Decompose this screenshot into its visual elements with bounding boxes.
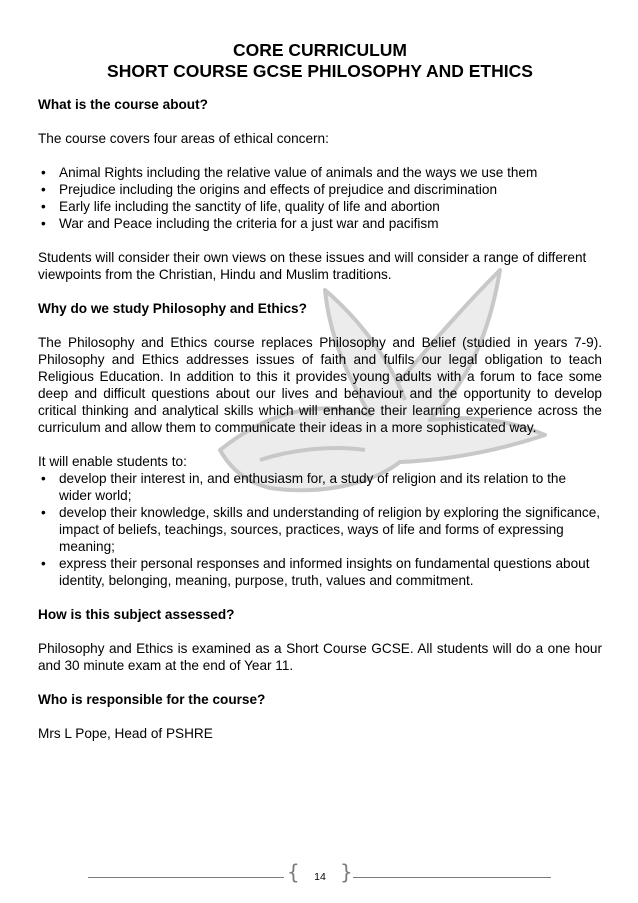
section-paragraph: Students will consider their own views on these issues and will consider a range of different viewpoints from the Christian, Hindu and Muslim traditions. (38, 250, 587, 282)
list-item: • Animal Rights including the relative value of animals and the ways we use them (38, 164, 602, 181)
page-footer (0, 860, 638, 890)
section-heading-responsible: Who is responsible for the course? (38, 692, 266, 707)
ethical-concerns-list (38, 164, 602, 232)
page-title (38, 40, 602, 82)
title-line-1: CORE CURRICULUM (232, 40, 408, 60)
footer-rule-left (88, 877, 284, 878)
student-aims-list (38, 470, 602, 589)
list-item: • Early life including the sanctity of life, quality of life and abortion (38, 198, 602, 215)
section-paragraph: Mrs L Pope, Head of PSHRE (38, 726, 213, 741)
footer-rule-right (353, 877, 551, 878)
section-heading-why-study: Why do we study Philosophy and Ethics? (38, 301, 307, 316)
list-item: • express their personal responses and informed insights on fundamental questions about identity, belonging, meaning, purpose, truth, values and commitment. (38, 555, 602, 589)
list-item: • develop their knowledge, skills and understanding of religion by exploring the significance, impact of beliefs, teachings, sources, practices, ways of life and forms of expressing meaning; (38, 504, 602, 555)
title-line-2: SHORT COURSE GCSE PHILOSOPHY AND ETHICS (107, 61, 533, 81)
list-item: • Prejudice including the origins and effects of prejudice and discrimination (38, 181, 602, 198)
open-bracket-icon: { (287, 860, 300, 884)
section-heading-course-about: What is the course about? (38, 97, 208, 112)
section-paragraph: Philosophy and Ethics is examined as a Short Course GCSE. All students will do a one hour and 30 minute exam at the end of Year 11. (38, 641, 602, 673)
list-item: • War and Peace including the criteria for a just war and pacifism (38, 215, 602, 232)
section-lead: It will enable students to: (38, 454, 187, 469)
section-intro: The course covers four areas of ethical concern: (38, 131, 329, 146)
close-bracket-icon: } (340, 860, 353, 884)
list-item: • develop their interest in, and enthusiasm for, a study of religion and its relation to the wider world; (38, 470, 602, 504)
section-paragraph: The Philosophy and Ethics course replaces Philosophy and Belief (studied in years 7-9). Philosophy and Ethics addresses issues of faith and fulfils our legal obligation to teach Religious Education. In addition to this it provides young adults with a forum to face some deep and difficult questions about our lives and behaviour and the opportunity to develop critical thinking and analytical skills which will enhance their learning experience across the curriculum and allow them to communicate their ideas in a more sophisticated way. (38, 335, 602, 435)
page-number: 14 (314, 871, 326, 883)
document-body (38, 40, 602, 759)
section-heading-assessment: How is this subject assessed? (38, 607, 235, 622)
